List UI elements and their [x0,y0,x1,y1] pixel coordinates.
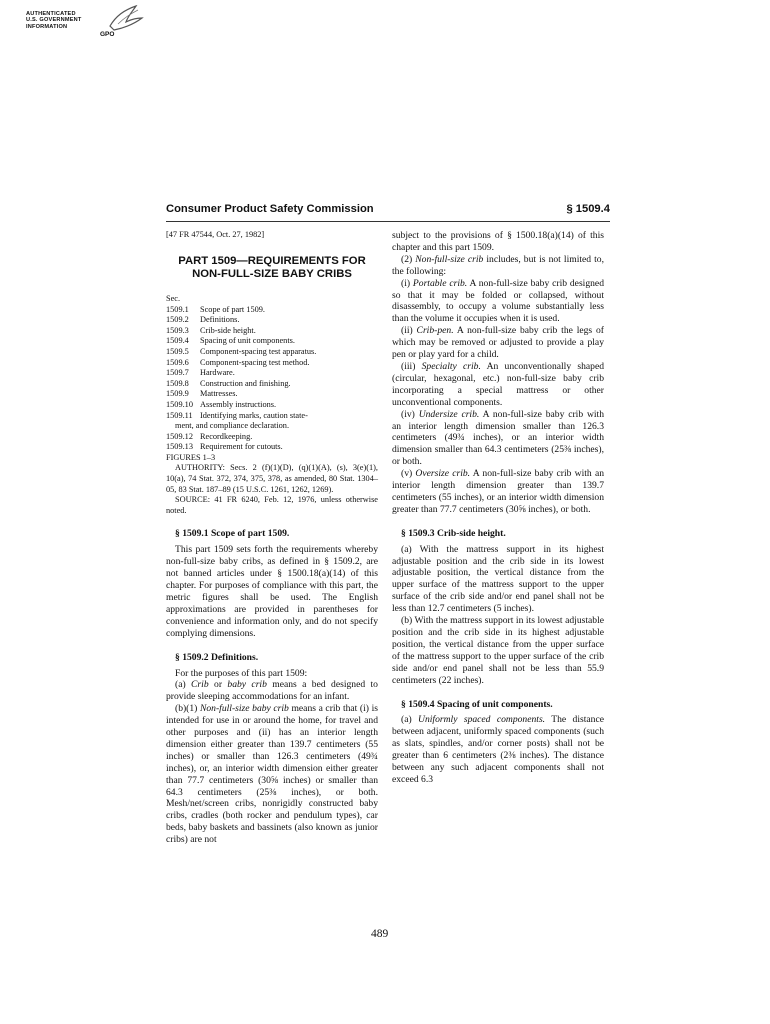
section-heading-1509-1: § 1509.1 Scope of part 1509. [175,528,290,540]
toc-num: 1509.12 [166,431,193,441]
para-text: A non-full-size baby crib designed so that it may be folded or collapsed, without disassembly, to occupy a volume substantially less than the volume it occupies when it is used. [392,277,604,325]
definition-non-full-size-crib [166,703,378,846]
toc-title: Recordkeeping. [200,431,253,441]
continued-text: subject to the provisions of § 1500.18(a)(14) of this chapter and this part 1509. [392,230,604,253]
toc-title: Mattresses. [200,389,238,399]
para-text: A non-full-size baby crib the legs of which may be removed or adjusted to provide a play pen or play yard for a child. [392,325,604,361]
toc-item-continuation: ment, and compliance declaration. [175,421,290,431]
para-text: A non-full-size baby crib with an interior length dimension greater than 139.7 centimeters (55 inches), or an interior width dimension greater than 77.7 centimeters (30⅝ inches), or both. [392,468,604,515]
toc-num: 1509.8 [166,378,189,388]
para-label: (iii) [401,360,422,372]
page-number: 489 [371,928,389,940]
logo-line: U.S. GOVERNMENT [26,17,82,24]
definition-oversize-crib [392,468,604,516]
defined-term: Specialty crib. [421,360,481,372]
toc-item[interactable] [166,358,378,369]
toc-item[interactable] [166,305,378,316]
toc-title: Identifying marks, caution state- [200,410,308,420]
para-text: A non-full-size baby crib with an interior length dimension smaller than 126.3 centimeters (49¾ inches), or an interior width dimension smaller than 64.3 centimeters (25⅜ inches), or both. [392,408,605,468]
toc-sec-label: Sec. [166,293,181,303]
logo-line: AUTHENTICATED [26,11,76,17]
toc-num: 1509.1 [166,304,189,314]
running-head [166,203,610,222]
agency-title: Consumer Product Safety Commission [166,203,374,215]
toc-num: 1509.3 [166,325,189,335]
toc-num: 1509.9 [166,389,189,399]
section-text-1509-1: This part 1509 sets forth the requirements whereby non-full-size baby cribs, as defined in § 1509.2, are not banned articles under § 1500.18(a)(14) of this chapter. For purposes of compliance with this part, the metric figures shall be used. The English approximations are provided in parentheses for convenience and information only, and do not specify complying dimensions. [166,544,378,639]
toc-item[interactable] [166,368,378,379]
para-text: The distance between adjacent, uniformly spaced components (such as slats, spindles, and/or corner posts) shall not be greater than 6 centimeters (2⅜ inches). The distance between any such adjacent components shall not exceed 6.3 [392,714,604,785]
para-label: (a) [401,714,419,726]
para-text: An unconventionally shaped (circular, hexagonal, etc.) non-full-size baby crib incorporating a special mattress or other unconventional components. [392,360,604,408]
defined-term: Oversize crib. [415,468,471,480]
toc-title: Scope of part 1509. [200,304,265,314]
section-heading-1509-4: § 1509.4 Spacing of unit components. [401,698,553,710]
fr-citation: [47 FR 47544, Oct. 27, 1982] [166,230,265,239]
gpo-authentication-logo [26,4,146,46]
toc-title: Spacing of unit components. [200,336,295,346]
definition-specialty-crib [392,361,604,409]
para-label: (b)(1) [175,703,200,715]
section-text-1509-3-a: (a) With the mattress support in its highest adjustable position and the crib side in its lowest adjustable position, the vertical distance from the upper surface of the mattress support to the upper surface of the crib side and/or end panel shall not be less than 12.7 centimeters (5 inches). [392,543,604,615]
toc-item[interactable] [166,347,378,358]
para-label: (iv) [401,408,419,420]
definition-undersize-crib [392,409,604,469]
toc-item[interactable] [166,389,378,400]
section-heading-1509-2: § 1509.2 Definitions. [175,651,259,663]
authority-note: AUTHORITY: Secs. 2 (f)(1)(D), (q)(1)(A), (s), 3(e)(1), 10(a), 74 Stat. 372, 374, 375, 378, as amended, 80 Stat. 1304–05, 83 Stat. 187–89 (15 U.S.C. 1261, 1262, 1269). [166,463,378,494]
section-marker: § 1509.4 [566,203,610,215]
toc-title: Component-spacing test apparatus. [200,346,317,356]
defined-term: baby crib [227,679,267,691]
toc-title: Crib-side height. [200,325,256,335]
definition-portable-crib [392,278,604,326]
para-label: (i) [401,277,413,289]
para-label: (2) [401,253,416,265]
defined-term: Uniformly spaced components. [418,714,546,726]
toc-num: 1509.11 [166,410,193,420]
defined-term: Crib-pen. [416,325,454,337]
definition-crib [166,679,378,703]
part-title-line: PART 1509—REQUIREMENTS FOR [178,254,366,267]
toc-title: Hardware. [200,368,235,378]
section-text-1509-4-a [392,714,604,785]
toc-item[interactable] [166,326,378,337]
toc-figures: FIGURES 1–3 [166,452,216,462]
toc-item[interactable] [166,336,378,347]
toc-num: 1509.13 [166,442,193,452]
defined-term: Crib [191,679,209,691]
para-label: (a) [175,679,192,691]
toc-num: 1509.5 [166,346,189,356]
toc-num: 1509.2 [166,315,189,325]
toc-item[interactable] [166,315,378,326]
section-text-1509-3-b: (b) With the mattress support in its lowest adjustable position and the crib side in its highest adjustable position, the vertical distance from the upper surface of the mattress support to the upper surface of the crib side and/or end panel shall not be less than 55.9 centimeters (22 inches). [392,615,604,686]
definitions-intro: For the purposes of this part 1509: [175,667,308,679]
toc-title: Component-spacing test method. [200,357,310,367]
section-heading-1509-3: § 1509.3 Crib-side height. [401,527,506,539]
source-note: SOURCE: 41 FR 6240, Feb. 12, 1976, unless otherwise noted. [166,495,378,515]
para-text: or [208,679,228,691]
logo-line: INFORMATION [26,23,68,30]
para-label: (ii) [401,325,417,337]
toc-num: 1509.10 [166,399,193,409]
toc-title: Requirement for cutouts. [200,442,283,452]
toc-num: 1509.6 [166,357,189,367]
part-title-line: NON-FULL-SIZE BABY CRIBS [192,268,352,281]
toc-num: 1509.4 [166,336,189,346]
defined-term: Undersize crib. [418,408,480,420]
left-column [166,230,378,846]
toc-item[interactable] [166,442,378,453]
definition-list-intro [392,254,604,278]
toc-title: Construction and finishing. [200,378,291,388]
toc-item[interactable] [166,379,378,390]
table-of-contents [166,294,378,464]
part-title [166,255,378,282]
right-column [392,230,604,786]
para-text: means a bed designed to provide sleeping accommodations for an infant. [166,679,378,703]
defined-term: Non-full-size baby crib [199,703,289,715]
toc-item[interactable] [166,432,378,443]
para-text: includes, but is not limited to, the following: [392,253,604,277]
defined-term: Non-full-size crib [415,253,484,265]
definition-crib-pen [392,325,604,361]
defined-term: Portable crib. [412,277,468,289]
logo-text [26,11,82,30]
para-text: means a crib that (i) is intended for use in or around the home, for travel and other purposes and (ii) has an interior length dimension either greater than 139.7 centimeters (55 inches) or smaller than 126.3 centimeters (49¾ inches), or, an interior width dimension either greater than 77.7 centimeters (30⅝ inches) or smaller than 64.3 centimeters (25⅜ inches), or both. Mesh/net/screen cribs, nonrigidly constructed baby cribs, cradles (both rocker and pendulum types), car beds, baby baskets and bassinets (also known as junior cribs) are not [166,703,378,846]
toc-title: Definitions. [200,315,240,325]
toc-item[interactable] [166,411,378,422]
para-label: (v) [401,468,416,480]
gpo-label: GPO [100,31,115,38]
toc-num: 1509.7 [166,368,189,378]
toc-item[interactable] [166,400,378,411]
eagle-icon [106,4,146,34]
toc-title: Assembly instructions. [200,399,277,409]
